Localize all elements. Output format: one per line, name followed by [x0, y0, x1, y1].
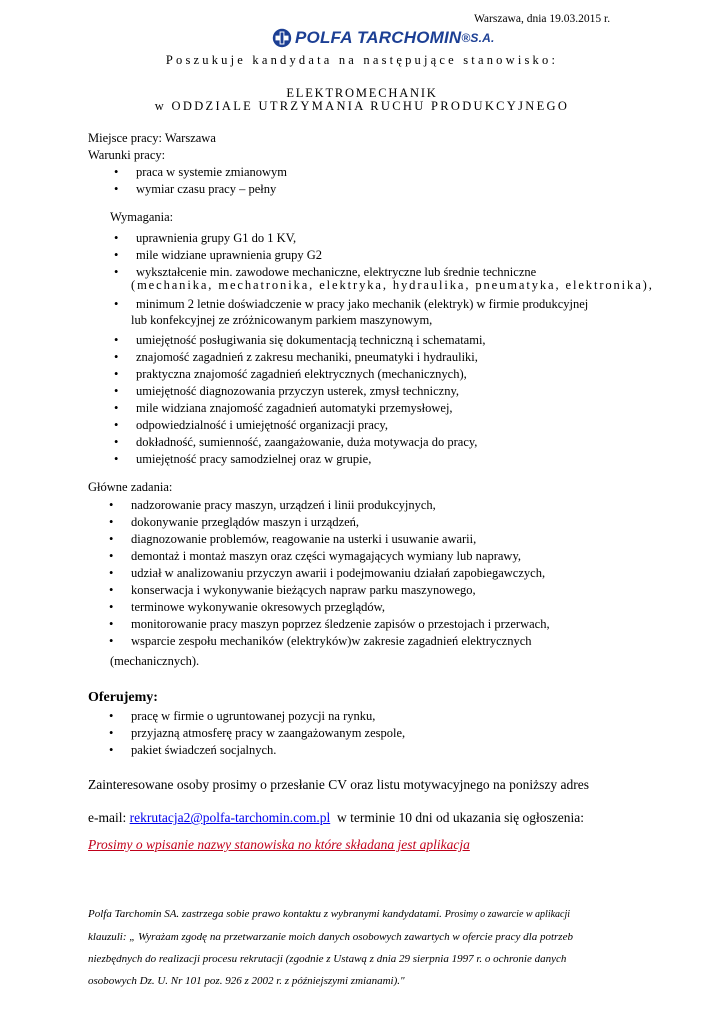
list-item: • nadzorowanie pracy maszyn, urządzeń i linii produkcyjnych,	[131, 497, 550, 514]
list-item: • minimum 2 letnie doświadczenie w pracy jako mechanik (elektryk) w firmie produkcyjnej	[136, 296, 588, 313]
footer-line: niezbędnych do realizacji procesu rekrutacji (zgodnie z Ustawą z dnia 29 sierpnia 1997 r. o ochronie danych	[88, 953, 567, 965]
requirements-continuation: (mechanika, mechatronika, elektryka, hydraulika, pneumatyka, elektronika),	[131, 278, 654, 292]
tasks-list	[131, 497, 550, 650]
list-item: • mile widziane uprawnienia grupy G2	[136, 247, 536, 264]
conditions-heading: Warunki pracy:	[88, 148, 166, 162]
list-item: • pakiet świadczeń socjalnych.	[131, 742, 405, 759]
list-item: • wykształcenie min. zawodowe mechaniczne, elektryczne lub średnie techniczne	[136, 264, 536, 281]
polfa-cross-icon	[272, 28, 292, 48]
footer-line: klauzuli: „ Wyrażam zgodę na przetwarzanie moich danych osobowych zawartych w ofercie pracy dla potrzeb	[88, 931, 573, 943]
work-place: Miejsce pracy: Warszawa	[88, 131, 216, 145]
email-deadline: w terminie 10 dni od ukazania się ogłoszenia:	[330, 810, 585, 825]
requirements-list	[136, 230, 536, 281]
job-title: ELEKTROMECHANIK	[286, 86, 438, 100]
company-logo	[272, 28, 495, 48]
list-item: • diagnozowanie problemów, reagowanie na usterki i usuwanie awarii,	[131, 531, 550, 548]
email-link[interactable]: rekrutacja2@polfa-tarchomin.com.pl	[129, 810, 331, 825]
footer-text: Prosimy o zawarcie w aplikacji	[444, 909, 571, 920]
requirements-list-2	[136, 296, 588, 313]
email-line	[88, 808, 584, 827]
contact-info: Zainteresowane osoby prosimy o przesłanie CV oraz listu motywacyjnego na poniższy adres	[88, 777, 589, 792]
list-item: • praktyczna znajomość zagadnień elektrycznych (mechanicznych),	[136, 366, 486, 383]
list-item: • monitorowanie pracy maszyn poprzez śledzenie zapisów o przestojach i przerwach,	[131, 616, 550, 633]
requirements-continuation-2: lub konfekcyjnej ze zróżnicowanym parkiem maszynowym,	[131, 313, 433, 327]
list-item: • umiejętność diagnozowania przyczyn usterek, zmysł techniczny,	[136, 383, 486, 400]
list-item: • konserwacja i wykonywanie bieżących napraw parku maszynowego,	[131, 582, 550, 599]
list-item: • przyjazną atmosferę pracy w zaangażowanym zespole,	[131, 725, 405, 742]
list-item: • wsparcie zespołu mechaników (elektryków)w zakresie zagadnień elektrycznych	[131, 633, 550, 650]
offer-list	[131, 708, 405, 759]
requirements-list-3	[136, 332, 486, 468]
list-item: • pracę w firmie o ugruntowanej pozycji na rynku,	[131, 708, 405, 725]
tasks-continuation: (mechanicznych).	[110, 654, 200, 668]
list-item: • znajomość zagadnień z zakresu mechaniki, pneumatyki i hydrauliki,	[136, 349, 486, 366]
list-item: • uprawnienia grupy G1 do 1 KV,	[136, 230, 536, 247]
tasks-heading: Główne zadania:	[88, 480, 173, 494]
list-item: • umiejętność pracy samodzielnej oraz w grupie,	[136, 451, 486, 468]
company-name: POLFA TARCHOMIN	[295, 28, 462, 47]
email-prefix: e-mail:	[88, 810, 130, 825]
footer-line	[88, 903, 688, 926]
company-suffix: ®S.A.	[461, 31, 495, 45]
conditions-list	[136, 164, 287, 198]
application-note: Prosimy o wpisanie nazwy stanowiska no które składana jest aplikacja	[88, 837, 470, 852]
requirements-heading: Wymagania:	[110, 210, 174, 224]
offer-heading: Oferujemy:	[88, 690, 158, 705]
document-date: Warszawa, dnia 19.03.2015 r.	[474, 13, 611, 25]
list-item: • udział w analizowaniu przyczyn awarii i podejmowaniu działań zapobiegawczych,	[131, 565, 550, 582]
footer-clause	[88, 903, 688, 992]
list-item: • dokładność, sumienność, zaangażowanie, duża motywacja do pracy,	[136, 434, 486, 451]
list-item: • mile widziana znajomość zagadnień automatyki przemysłowej,	[136, 400, 486, 417]
job-department: w ODDZIALE UTRZYMANIA RUCHU PRODUKCYJNEGO	[154, 99, 570, 113]
list-item: • terminowe wykonywanie okresowych przeglądów,	[131, 599, 550, 616]
footer-line: osobowych Dz. U. Nr 101 poz. 926 z 2002 r. z późniejszymi zmianami)."	[88, 975, 405, 987]
footer-text: Polfa Tarchomin SA. zastrzega sobie prawo kontaktu z wybranymi kandydatami.	[88, 908, 445, 920]
list-item: • umiejętność posługiwania się dokumentacją techniczną i schematami,	[136, 332, 486, 349]
list-item: • odpowiedzialność i umiejętność organizacji pracy,	[136, 417, 486, 434]
list-item: • demontaż i montaż maszyn oraz części wymagających wymiany lub naprawy,	[131, 548, 550, 565]
list-item: • dokonywanie przeglądów maszyn i urządzeń,	[131, 514, 550, 531]
list-item: • wymiar czasu pracy – pełny	[136, 181, 287, 198]
intro-line: Poszukuje kandydata na następujące stanowisko:	[165, 53, 559, 67]
list-item: • praca w systemie zmianowym	[136, 164, 287, 181]
